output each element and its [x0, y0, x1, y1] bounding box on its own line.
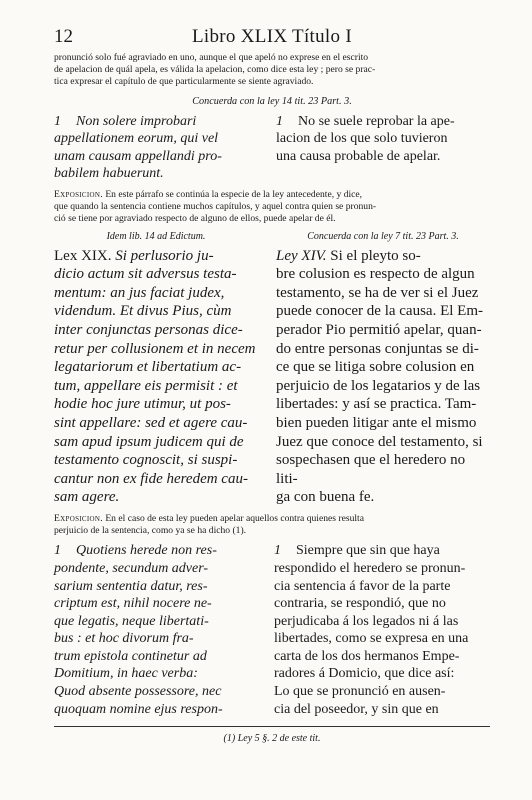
text-line: do entre personas conjuntas se di-	[276, 340, 479, 357]
text-line: sam apud ipsum judicem qui de	[54, 433, 244, 450]
text-line: cia del poseedor, y sin que en	[274, 701, 439, 717]
text-line: bien pueden litigar ante el mismo	[276, 414, 477, 431]
section-2	[54, 247, 490, 507]
spanish-column	[276, 247, 490, 507]
text-line: radores á Domicio, que dice así:	[274, 666, 455, 682]
exposition-1	[54, 189, 490, 226]
latin-column	[54, 542, 260, 718]
paragraph-number: 1	[54, 113, 61, 129]
text-line: sarium sententia datur, res-	[54, 578, 208, 594]
exposition-label: Exposicion.	[54, 512, 103, 524]
text-line: testamento cognoscit, si suspi-	[54, 452, 238, 469]
footnote-divider	[54, 726, 490, 727]
text-line: retur per collusionem et in necem	[54, 340, 256, 357]
text-line: No se suele reprobar la ape-	[298, 113, 455, 129]
latin-column	[54, 113, 258, 183]
text-line: Quod absente possessore, nec	[54, 684, 222, 700]
page-header	[54, 26, 490, 52]
text-line: Si perlusorio ju-	[115, 247, 214, 264]
page	[54, 26, 490, 754]
text-line: tum, appellare eis permisit : et	[54, 377, 238, 394]
text-line: trum epistola continetur ad	[54, 648, 207, 664]
text-line: Lo que se pronunció en ausen-	[274, 684, 446, 700]
text-line: ce que se litiga sobre colusion en	[276, 359, 475, 376]
law-title: Lex XIX.	[54, 247, 112, 264]
text-line: una causa probable de apelar.	[276, 148, 441, 164]
law-title: Ley XIV.	[276, 247, 327, 264]
text-line: que legatis, neque libertati-	[54, 613, 209, 629]
text-line: dicio actum sit adversus testa-	[54, 266, 237, 283]
text-line: contraria, se respondió, que no	[274, 596, 446, 612]
section-2-heads	[54, 231, 490, 247]
text-line: babilem habuerunt.	[54, 166, 164, 182]
text-line: perjudicaba á los legados ni á las	[274, 613, 459, 629]
text-line: ció se tiene por agraviado respecto de alguno de ellos, puede apelar de él.	[54, 213, 336, 225]
text-line: quoquam nomine ejus respon-	[54, 701, 223, 717]
text-line: perjuicio de la sentencia, como ya se ha dicho (1).	[54, 525, 247, 537]
exposition-2	[54, 513, 490, 537]
paragraph-number: 1	[54, 543, 61, 559]
page-number: 12	[54, 26, 73, 47]
text-line: cia sentencia á favor de la parte	[274, 578, 451, 594]
text-line: lacion de los que solo tuvieron	[276, 131, 448, 147]
text-line: perador Pio permitió apelar, quan-	[276, 321, 482, 338]
text-line: cantur non ex fide heredem cau-	[54, 470, 248, 487]
text-line: Domitium, in haec verba:	[54, 666, 198, 682]
concordance-note: Concuerda con la ley 14 tit. 23 Part. 3.	[192, 95, 352, 107]
section-1	[54, 113, 490, 183]
spanish-concordance-head: Concuerda con la ley 7 tit. 23 Part. 3.	[307, 230, 459, 242]
text-line: carta de los dos hermanos Empe-	[274, 648, 460, 664]
text-line: respondido el heredero se pronun-	[274, 560, 466, 576]
text-line: legatariorum et libertatium ac-	[54, 359, 242, 376]
text-line: testamento, se ha de ver si el Juez	[276, 284, 479, 301]
text-line: mentum: an jus faciat judex,	[54, 284, 225, 301]
top-paragraph	[54, 52, 490, 89]
text-line: pondente, secundum adver-	[54, 560, 209, 576]
text-line: pronunció solo fué agraviado en uno, aunque el que apeló no exprese en el escrito	[54, 52, 369, 63]
footnote: (1) Ley 5 §. 2 de este tit.	[223, 733, 321, 745]
text-line: perjuicio de los legatarios y de las	[276, 377, 481, 394]
text-line: Non solere improbari	[76, 113, 197, 129]
text-line: ga con buena fe.	[276, 489, 375, 506]
paragraph-number: 1	[276, 113, 283, 129]
text-line: sint appellare: sed et agere cau-	[54, 414, 248, 431]
text-line: libertades, como se expresa en una	[274, 631, 469, 647]
text-line: inter conjunctas personas dice-	[54, 321, 243, 338]
text-line: videndum. Et divus Pius, cùm	[54, 303, 232, 320]
text-line: que quando la sentencia contiene muchos capítulos, y aquel contra quien se pronun-	[54, 201, 377, 213]
text-line: Siempre que sin que haya	[296, 543, 440, 559]
text-line: En el caso de esta ley pueden apelar aquellos contra quienes resulta	[105, 512, 364, 524]
exposition-label: Exposicion.	[54, 188, 103, 200]
spanish-column	[274, 542, 490, 718]
paragraph-number: 1	[274, 543, 281, 559]
text-line: libertades: y así se practica. Tam-	[276, 396, 477, 413]
text-line: unam causam appellandi pro-	[54, 148, 222, 164]
text-line: Quotiens herede non res-	[76, 543, 217, 559]
text-line: Si el pleyto so-	[330, 247, 421, 264]
latin-source-head: Idem lib. 14 ad Edictum.	[106, 230, 206, 242]
text-line: appellationem eorum, qui vel	[54, 131, 219, 147]
text-line: sam agere.	[54, 489, 120, 506]
text-line: de apelacion de quál apela, es válida la apelacion, como dice esta ley ; pero se prac-	[54, 64, 376, 76]
text-line: puede conocer de la causa. El Em-	[276, 303, 483, 320]
text-line: bus : et hoc divorum fra-	[54, 631, 194, 647]
text-line: Juez que conoce del testamento, si	[276, 433, 483, 450]
text-line: bre colusion es respecto de algun	[276, 266, 475, 283]
latin-column	[54, 247, 260, 507]
spanish-column	[276, 113, 490, 183]
text-line: criptum est, nihil nocere ne-	[54, 596, 212, 612]
text-line: tica expresar el capítulo de que particularmente se siente agraviado.	[54, 76, 314, 88]
running-head: Libro XLIX Título I	[192, 26, 352, 47]
section-3	[54, 542, 490, 718]
text-line: sospechasen que el heredero no liti-	[276, 452, 466, 487]
text-line: hodie hoc jure utimur, ut pos-	[54, 396, 231, 413]
text-line: En este párrafo se continúa la especie de la ley antecedente, y dice,	[105, 188, 363, 200]
